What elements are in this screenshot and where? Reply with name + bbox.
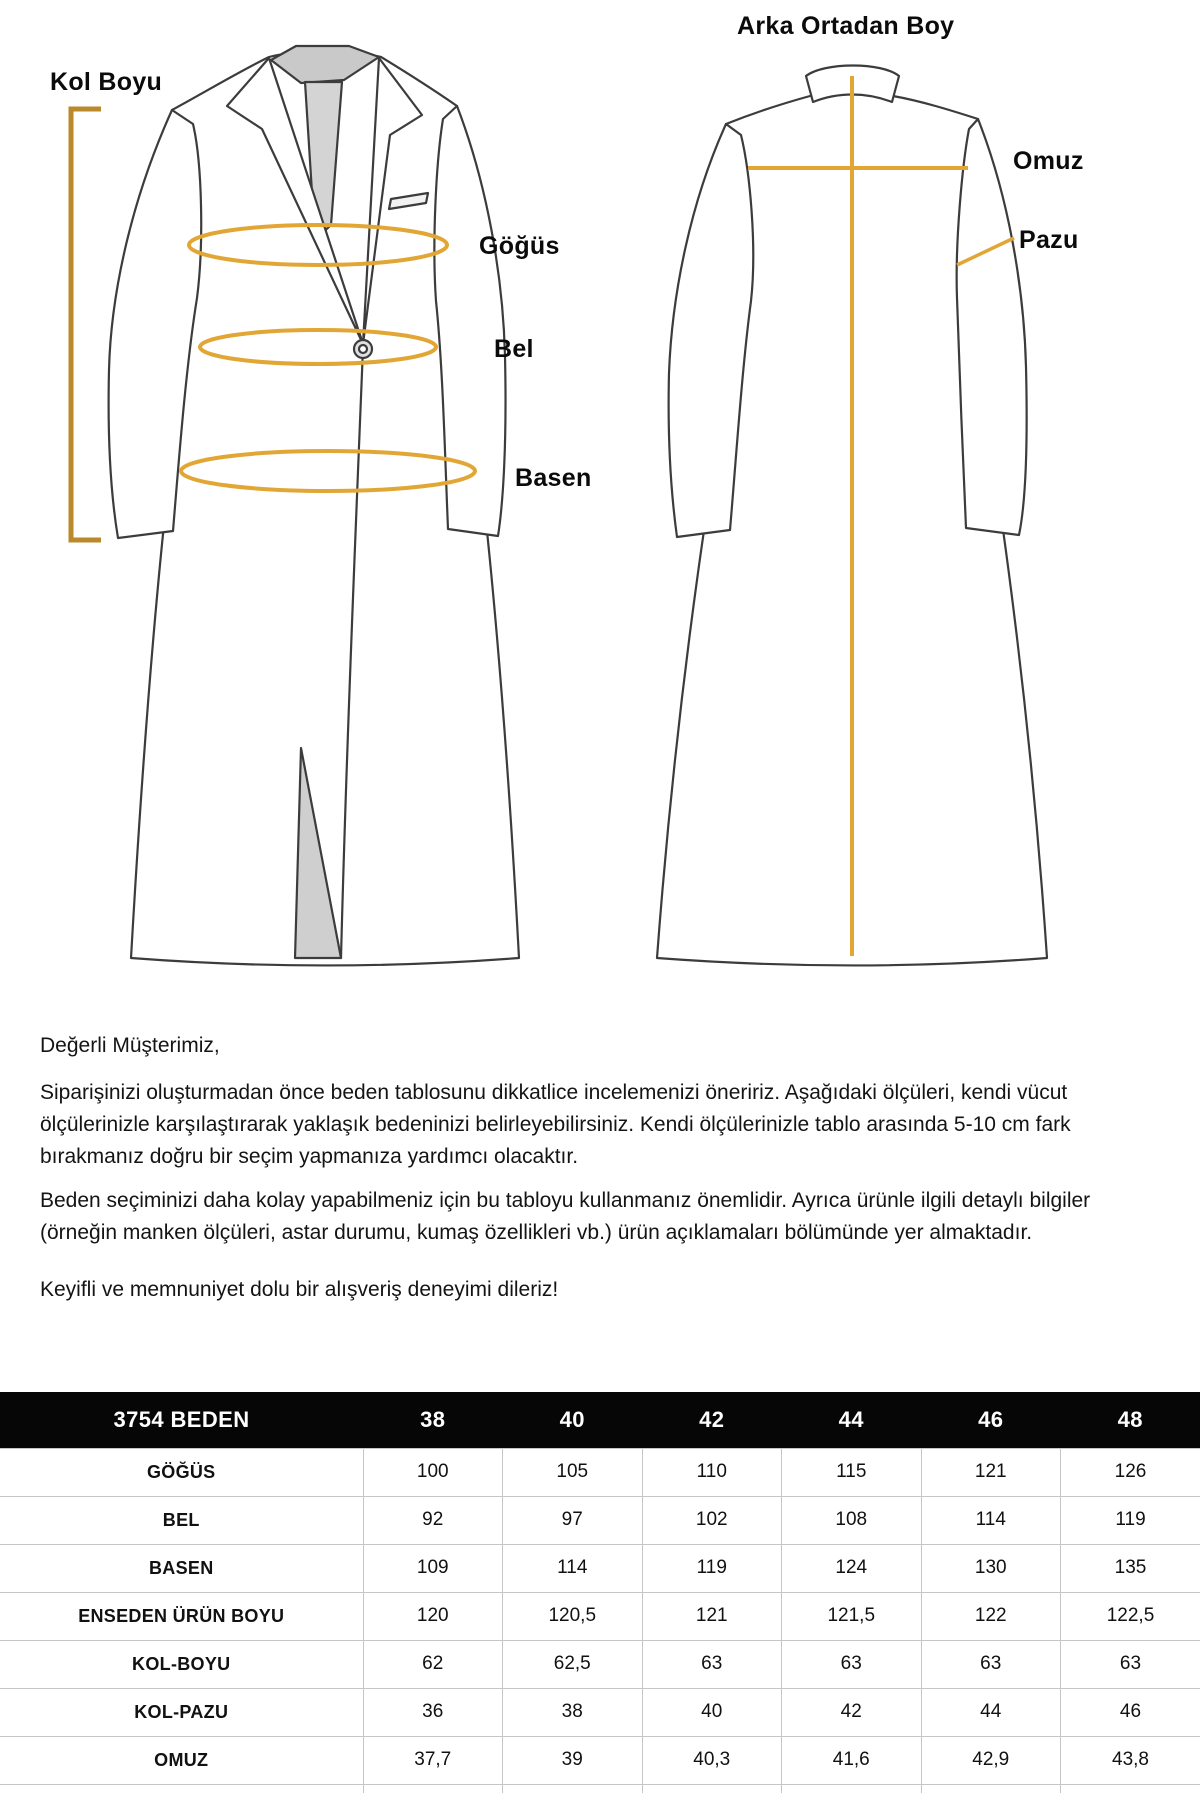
cell: [1061, 1784, 1200, 1793]
cell: 110: [642, 1448, 782, 1496]
header-cell-size-38: 38: [363, 1392, 503, 1448]
cell: [921, 1784, 1061, 1793]
cell: 43,8: [1061, 1736, 1200, 1784]
header-cell-product-code: 3754 BEDEN: [0, 1392, 363, 1448]
cell: 108: [782, 1496, 922, 1544]
cell: 120,5: [503, 1592, 643, 1640]
cell: 40: [642, 1688, 782, 1736]
header-cell-size-40: 40: [503, 1392, 643, 1448]
table-row-back-length: [0, 1592, 1200, 1640]
cell: 102: [642, 1496, 782, 1544]
row-label: ENSEDEN ÜRÜN BOYU: [0, 1592, 363, 1640]
cell: 46: [1061, 1688, 1200, 1736]
row-label: KOL-PAZU: [0, 1688, 363, 1736]
cell: 36: [363, 1688, 503, 1736]
label-bicep: Pazu: [1019, 226, 1079, 254]
row-label: KOL-BOYU: [0, 1640, 363, 1688]
cell: [363, 1784, 503, 1793]
size-table-header-row: [0, 1392, 1200, 1448]
cell: 39: [503, 1736, 643, 1784]
header-cell-size-42: 42: [642, 1392, 782, 1448]
front-right-sleeve: [434, 106, 505, 536]
label-chest: Göğüs: [479, 232, 560, 260]
cell: 63: [642, 1640, 782, 1688]
cell: 63: [782, 1640, 922, 1688]
label-hip: Basen: [515, 464, 592, 492]
cell: [782, 1784, 922, 1793]
cell: 119: [642, 1544, 782, 1592]
cell: 122: [921, 1592, 1061, 1640]
cell: 114: [921, 1496, 1061, 1544]
cell: 121,5: [782, 1592, 922, 1640]
back-right-sleeve: [957, 119, 1027, 535]
cell: [642, 1784, 782, 1793]
table-row-chest: [0, 1448, 1200, 1496]
cell: 37,7: [363, 1736, 503, 1784]
cell: 126: [1061, 1448, 1200, 1496]
size-table: [0, 1392, 1200, 1793]
cell: [503, 1784, 643, 1793]
front-coat-drawing: [109, 46, 519, 966]
cell: 92: [363, 1496, 503, 1544]
table-row-sleeve-length: [0, 1640, 1200, 1688]
cell: 119: [1061, 1496, 1200, 1544]
cell: 121: [642, 1592, 782, 1640]
cell: 40,3: [642, 1736, 782, 1784]
greeting-text: Değerli Müşterimiz,: [40, 1034, 220, 1057]
cell: 42: [782, 1688, 922, 1736]
row-label: BEL: [0, 1496, 363, 1544]
cell: 105: [503, 1448, 643, 1496]
table-row-waist: [0, 1496, 1200, 1544]
label-back-center-length: Arka Ortadan Boy: [737, 12, 955, 40]
header-cell-size-46: 46: [921, 1392, 1061, 1448]
cell: 122,5: [1061, 1592, 1200, 1640]
sleeve-length-bracket: [71, 109, 101, 540]
table-row-hip: [0, 1544, 1200, 1592]
cell: 38: [503, 1688, 643, 1736]
cell: 63: [1061, 1640, 1200, 1688]
table-row-bicep: [0, 1688, 1200, 1736]
row-label: OMUZ: [0, 1736, 363, 1784]
customer-info-text: [40, 1030, 1125, 1306]
header-cell-size-48: 48: [1061, 1392, 1200, 1448]
label-shoulder: Omuz: [1013, 147, 1084, 175]
label-sleeve-length: Kol Boyu: [50, 68, 163, 96]
cell: 115: [782, 1448, 922, 1496]
cell: 62,5: [503, 1640, 643, 1688]
cell: 62: [363, 1640, 503, 1688]
header-cell-size-44: 44: [782, 1392, 922, 1448]
cell: 63: [921, 1640, 1061, 1688]
info-paragraph-2: Beden seçiminizi daha kolay yapabilmeniz için bu tabloyu kullanmanız önemlidir. Ayrıca ürünle ilgili detaylı bilgiler (örneğin manken ölçüleri, astar durumu, kumaş özellikleri vb.) ürün açıklamaları bölümünde yer almaktadır.: [40, 1188, 1091, 1244]
closing-text: Keyifli ve memnuniyet dolu bir alışveriş deneyimi dileriz!: [40, 1278, 559, 1302]
row-label: BASEN: [0, 1544, 363, 1592]
cell: 130: [921, 1544, 1061, 1592]
cell: 135: [1061, 1544, 1200, 1592]
cell: 124: [782, 1544, 922, 1592]
cell: 120: [363, 1592, 503, 1640]
cell: 44: [921, 1688, 1061, 1736]
cell: 41,6: [782, 1736, 922, 1784]
cell: 100: [363, 1448, 503, 1496]
cell: 42,9: [921, 1736, 1061, 1784]
table-row-shoulder: [0, 1736, 1200, 1784]
cell: 114: [503, 1544, 643, 1592]
row-label: GÖĞÜS: [0, 1448, 363, 1496]
cell: 97: [503, 1496, 643, 1544]
cell: 121: [921, 1448, 1061, 1496]
front-waist-button-inner: [359, 345, 367, 353]
cell: 109: [363, 1544, 503, 1592]
cell: [0, 1784, 363, 1793]
table-row-partial-cutoff: [0, 1784, 1200, 1793]
info-paragraph-1: Siparişinizi oluşturmadan önce beden tablosunu dikkatlice incelemenizi öneririz. Aşağıdaki ölçüleri, kendi vücut ölçülerinizle karşılaştırarak yaklaşık bedeninizi belirleyebilirsiniz. Kendi ölçülerinizle tablo arasında 5-10 cm fark bırakmanız doğru bir seçim yapmanıza yardımcı olacaktır.: [40, 1080, 1071, 1168]
label-waist: Bel: [494, 335, 534, 363]
